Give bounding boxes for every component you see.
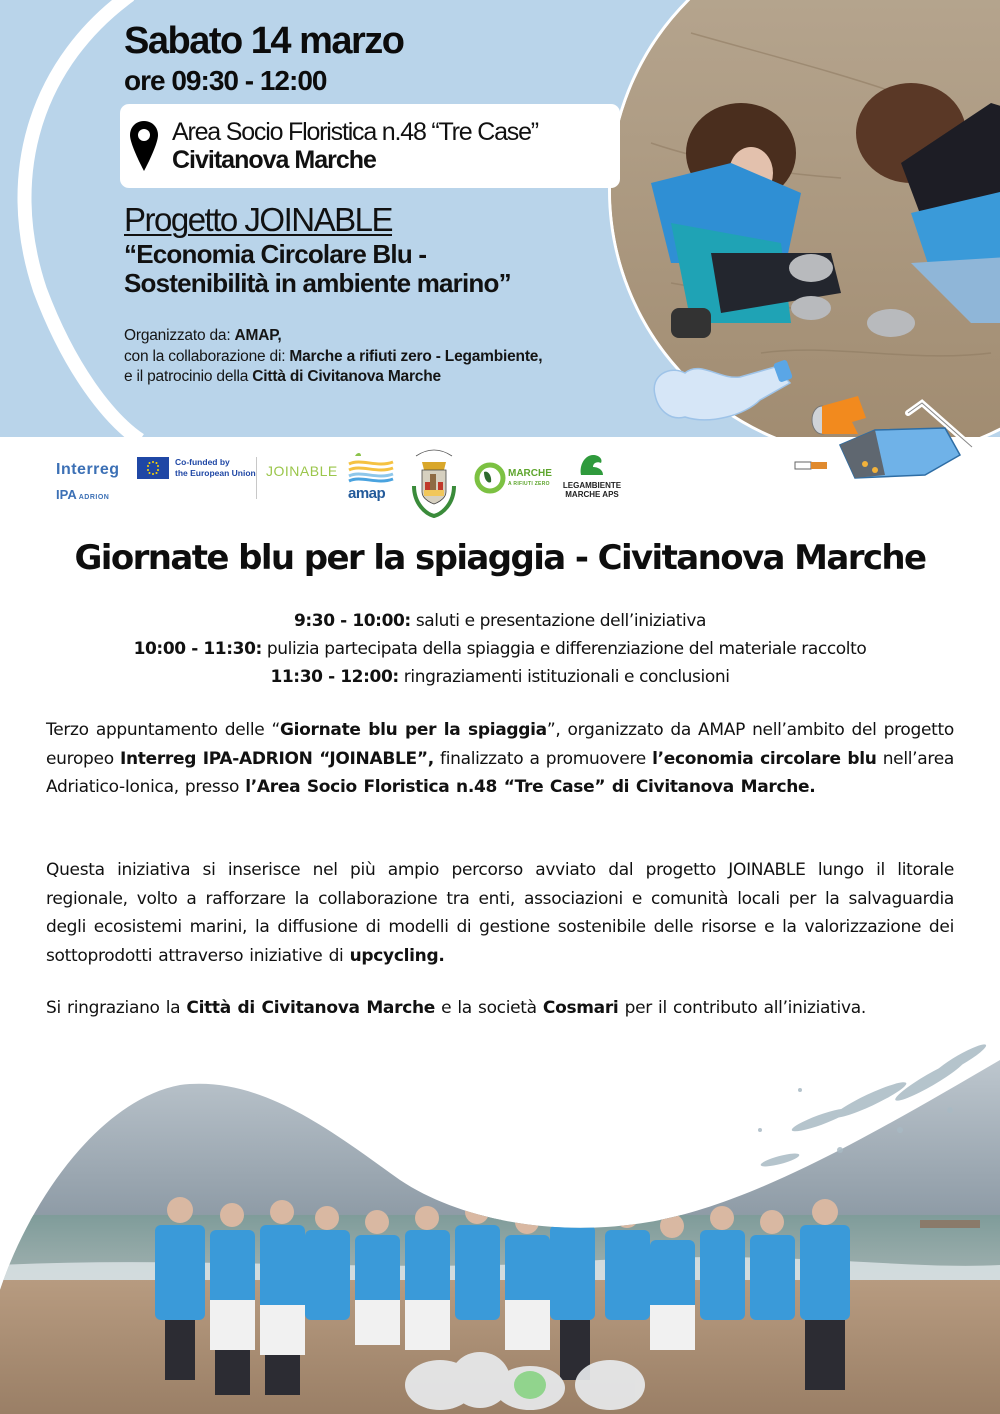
organizer-label: Organizzato da: [124,327,235,344]
legambiente-line1: LEGAMBIENTE [562,481,622,490]
mrz-title: MARCHE [508,468,552,479]
agenda-time: 11:30 - 12:00: [270,667,399,687]
intro-paragraph [46,716,954,802]
mrz-subtitle: A RIFIUTI ZERO [508,481,550,487]
civitanova-coat-of-arms-icon [408,446,460,522]
ipa-text: IPA [56,487,77,502]
agenda-item [0,663,1000,691]
text-run: Si ringraziano la [46,998,187,1018]
text-run: Questa iniziativa si inserisce nel più ampio percorso avviato dal progetto JOINABLE lungo il litorale regionale, volto a rafforzare la collaborazione tra enti, associazioni e comunità locali per la salvaguardia degli ecosistemi marini, la diffusione di modelli di gestione sostenibile delle risorse e la valorizzazione dei sottoprodotti attraverso iniziative di [46,860,954,966]
plastic-bottle-icon [650,355,800,425]
logo-divider [256,457,257,499]
eu-cofunded-text [175,457,256,479]
collaborator-line [124,347,644,368]
context-paragraph [46,856,954,970]
bold-run: l’economia circolare blu [652,748,877,769]
project-subtitle-line1: “Economia Circolare Blu - [124,239,427,269]
text-run: finalizzato a promuovere [433,748,653,769]
location-name: Area Socio Floristica n.48 “Tre Case” [172,118,538,146]
location-card [120,104,620,188]
organizer-line [124,326,644,347]
amap-text: amap [348,485,386,502]
organizers [124,326,644,388]
main-title: Giornate blu per la spiaggia - Civitanova Marche [74,538,926,578]
ipa-adrion-logo [56,487,109,502]
joinable-logo: JOINABLE [266,463,338,479]
agenda-time: 10:00 - 11:30: [133,639,262,659]
location-city: Civitanova Marche [172,146,376,174]
event-info [124,18,624,385]
organizer-name: AMAP, [234,327,282,344]
text-run: nell’area Adriatico-Ionica, presso [46,748,954,797]
bold-run: l’Area Socio Floristica n.48 “Tre Case” di Civitanova Marche. [245,777,816,797]
collaborator-label: con la collaborazione di: [124,347,290,365]
bold-run: Città di Civitanova Marche [186,998,435,1018]
agenda-text: saluti e presentazione dell’iniziativa [410,611,707,631]
project-subtitle-line2: Sostenibilità in ambiente marino” [124,268,511,298]
marche-rifiuti-zero-logo-icon [474,462,506,494]
text-run: per il contributo all’iniziativa. [618,998,866,1018]
eu-line1: Co-funded by [175,457,230,467]
bold-run: Giornate blu per la spiaggia [279,720,547,740]
agenda [0,607,1000,691]
bold-run: Cosmari [542,998,619,1018]
header-band [0,0,1000,437]
text-run: Terzo appuntamento delle “ [46,720,280,740]
bold-run: upcycling. [349,945,445,966]
adrion-text: ADRION [78,494,110,501]
project-title: Progetto JOINABLE [124,201,392,238]
bold-run: Interreg IPA-ADRION “JOINABLE”, [119,748,434,769]
legambiente-swan-icon [577,451,607,479]
thanks-paragraph [46,994,954,1023]
agenda-item [0,607,1000,635]
group-photo [0,1040,1000,1414]
text-run: e la società [435,998,543,1018]
agenda-text: pulizia partecipata della spiaggia e differenziazione del materiale raccolto [261,639,867,659]
collaborator-names: Marche a rifiuti zero - Legambiente, [289,347,543,365]
patronage-label: e il patrocinio della [124,368,253,385]
event-time: ore 09:30 - 12:00 [124,65,327,96]
agenda-time: 9:30 - 10:00: [293,611,411,631]
eu-flag-icon [137,457,169,479]
project-block [124,200,644,298]
agenda-item [0,635,1000,663]
marche-rifiuti-zero-text [508,469,552,489]
map-pin-icon [130,121,158,171]
legambiente-line2: MARCHE APS [565,490,619,499]
eu-line2: the European Union [175,468,256,478]
interreg-logo: Interreg [56,461,120,478]
agenda-text: ringraziamenti istituzionali e conclusioni [398,667,730,687]
event-date: Sabato 14 marzo [124,20,404,62]
text-run: ”, organizzato da AMAP nell’ambito del progetto europeo [46,720,954,769]
patronage-name: Città di Civitanova Marche [252,368,441,385]
patronage-line [124,367,644,388]
legambiente-text [560,481,624,499]
